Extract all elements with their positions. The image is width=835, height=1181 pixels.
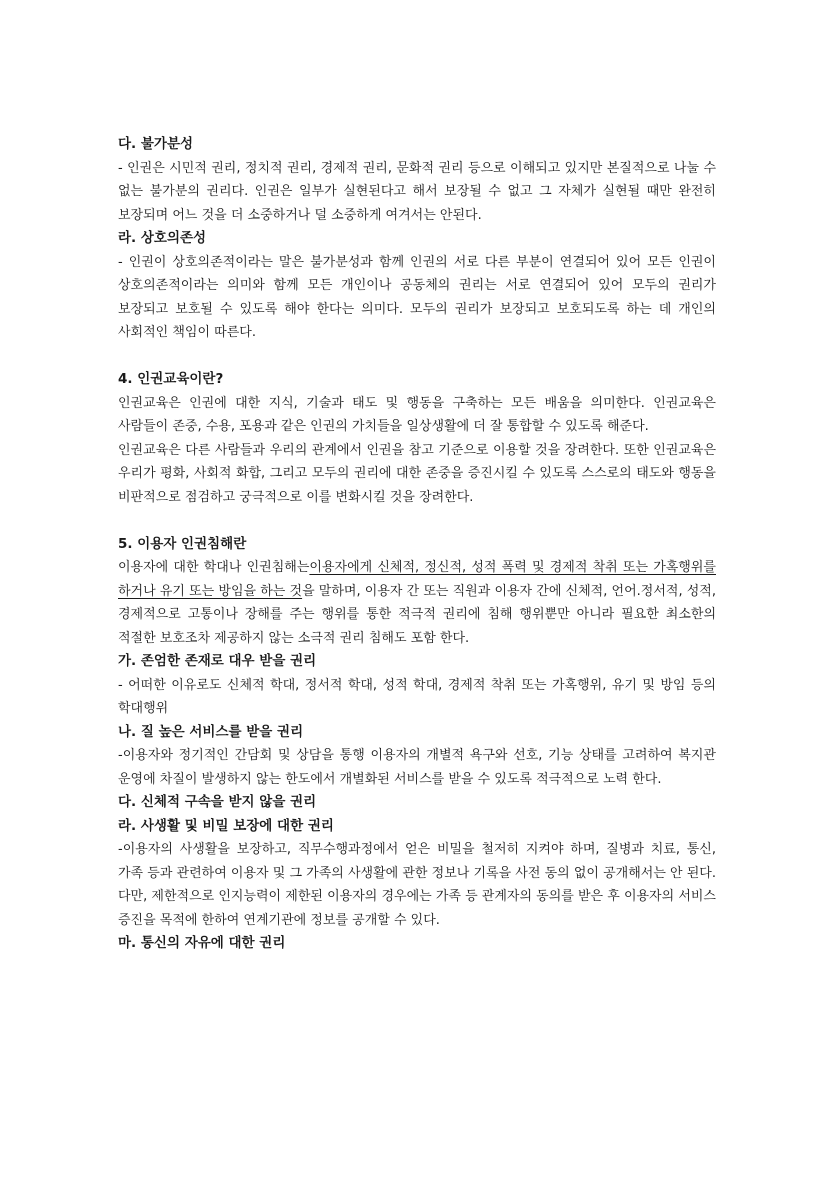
- heading-right-communication: 마. 통신의 자유에 대한 권리: [118, 935, 286, 951]
- paragraph-indivisibility: - 인권은 시민적 권리, 정치적 권리, 경제적 권리, 문화적 권리 등으로 이해되고 있지만 본질적으로 나눌 수 없는 불가분의 권리다. 인권은 일부가 실현된다고 해서 보장될 수 없고 그 자체가 실현될 때만 완전히 보장되며 어느 것을 더 소중하거나 덜 소중하게 여겨서는 안된다.: [118, 160, 716, 223]
- heading-right-no-restraint: 다. 신체적 구속을 받지 않을 권리: [118, 794, 317, 810]
- violation-text-intro: 이용자에 대한 학대나 인권침해는: [118, 560, 310, 575]
- heading-right-privacy: 라. 사생활 및 비밀 보장에 대한 권리: [118, 817, 334, 834]
- heading-human-rights-education: 4. 인권교육이란?: [118, 371, 224, 387]
- violation-text-rest: 을 말하며, 이용자 간 또는 직원과 이용자 간에 신체적, 언어.정서적, 성적, 경제적으로 고통이나 장해를 주는 행위를 통한 적극적 권리에 침해 행위뿐만 아니라 필요한 최소한의 적절한 보호조차 제공하지 않는 소극적 권리 침해도 포함 한다.: [118, 583, 716, 646]
- heading-user-rights-violation: 5. 이용자 인권침해란: [118, 535, 247, 552]
- heading-indivisibility: 다. 불가분성: [118, 136, 194, 152]
- heading-right-quality-service: 나. 질 높은 서비스를 받을 권리: [118, 723, 304, 740]
- spacer: [118, 509, 716, 533]
- violation-definition-underlined: 이용자에게 신체적, 정신적, 성적 폭력 및 경제적 착취 또는 가혹행위를 하거나 유기 또는 방임을 하는 것: [118, 560, 716, 599]
- spacer: [118, 345, 716, 369]
- paragraph-right-dignity: - 어떠한 이유로도 신체적 학대, 정서적 학대, 성적 학대, 경제적 착취 또는 가혹행위, 유기 및 방임 등의 학대행위: [118, 677, 716, 716]
- heading-interdependence: 라. 상호의존성: [118, 230, 207, 246]
- paragraph-user-rights-violation: [118, 556, 716, 650]
- paragraph-human-rights-education-1: 인권교육은 인권에 대한 지식, 기술과 태도 및 행동을 구축하는 모든 배움을 의미한다. 인권교육은 사람들이 존중, 수용, 포용과 같은 인권의 가치들을 일상생활에 더 잘 통합할 수 있도록 해준다.: [118, 395, 716, 434]
- paragraph-interdependence: - 인권이 상호의존적이라는 말은 불가분성과 함께 인권의 서로 다른 부분이 연결되어 있어 모든 인권이 상호의존적이라는 의미와 함께 모든 개인이나 공동체의 권리는 서로 연결되어 있어 모두의 권리가 보장되고 보호될 수 있도록 해야 한다는 의미다. 모두의 권리가 보장되고 보호되도록 하는 데 개인의 사회적인 책임이 따른다.: [118, 254, 716, 340]
- paragraph-right-privacy: -이용자의 사생활을 보장하고, 직무수행과정에서 얻은 비밀을 철저히 지켜야 하며, 질병과 치료, 통신, 가족 등과 관련하여 이용자 및 그 가족의 사생활에 관한 정보나 기록을 사전 동의 없이 공개해서는 안 된다. 다만, 제한적으로 인지능력이 제한된 이용자의 경우에는 가족 등 관계자의 동의를 받은 후 이용자의 서비스 증진을 목적에 한하여 연계기관에 정보를 공개할 수 있다.: [118, 842, 716, 928]
- document-page: [118, 133, 716, 956]
- heading-right-dignity: 가. 존엄한 존재로 대우 받을 권리: [118, 653, 317, 669]
- paragraph-human-rights-education-2: 인권교육은 다른 사람들과 우리의 관계에서 인권을 참고 기준으로 이용할 것을 장려한다. 또한 인권교육은 우리가 평화, 사회적 화합, 그리고 모두의 권리에 대한 존중을 증진시킬 수 있도록 스스로의 태도와 행동을 비판적으로 점검하고 궁극적으로 이를 변화시킬 것을 장려한다.: [118, 442, 716, 505]
- paragraph-right-quality-service: -이용자와 정기적인 간담회 및 상담을 통행 이용자의 개별적 욕구와 선호, 기능 상태를 고려하여 복지관 운영에 차질이 발생하지 않는 한도에서 개별화된 서비스를 받을 수 있도록 적극적으로 노력 한다.: [118, 748, 716, 787]
